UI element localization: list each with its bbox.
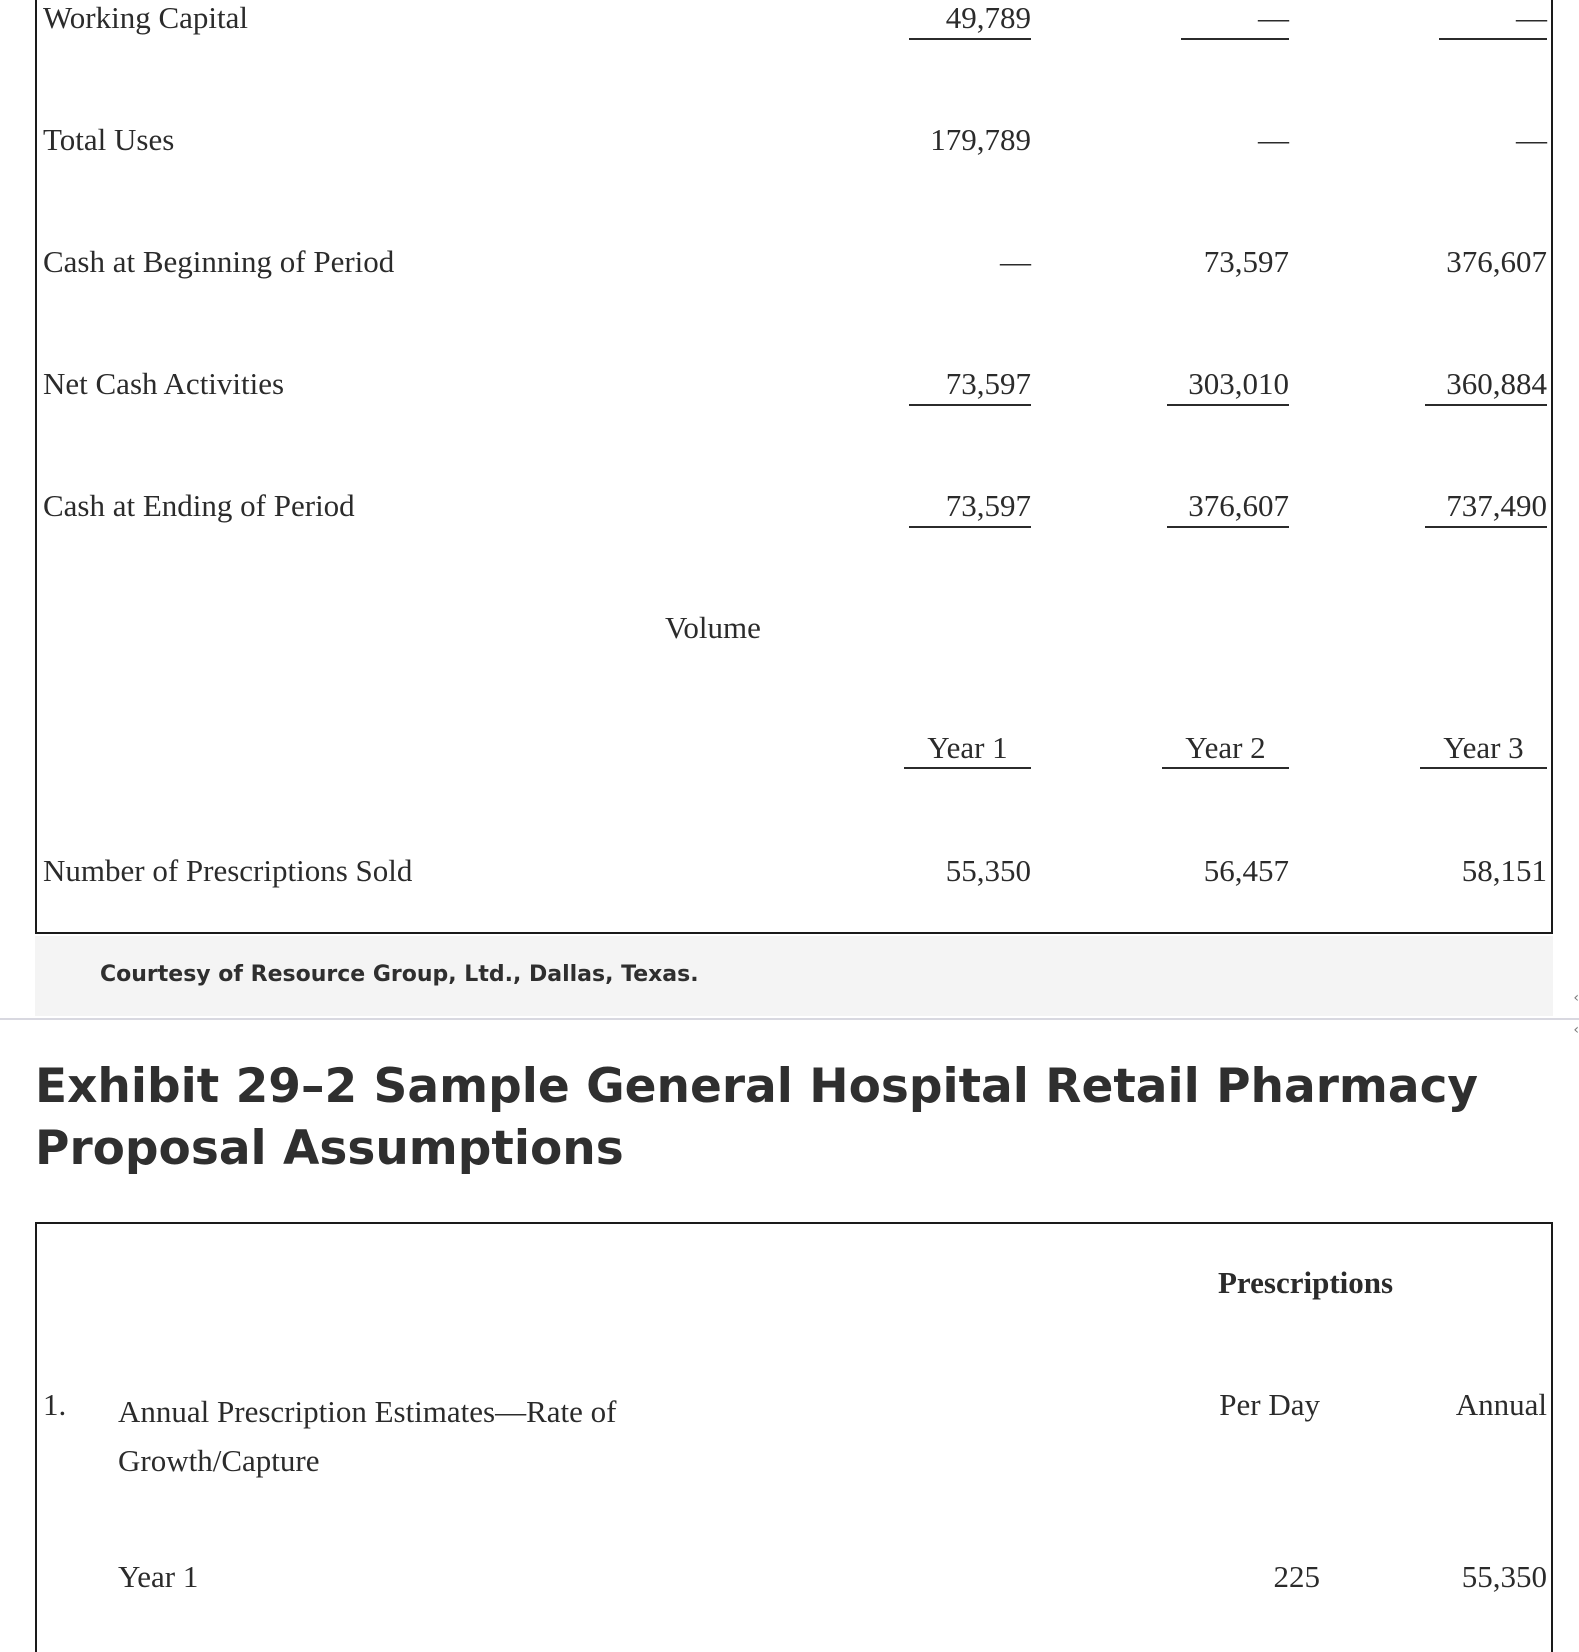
row-label-year-1: Year 1: [118, 1559, 199, 1594]
cash-beginning-year3: 376,607: [1446, 244, 1547, 279]
year-header-2: Year 2: [1162, 732, 1289, 769]
working-capital-year2: —: [1181, 0, 1289, 40]
volume-section-title: Volume: [665, 610, 761, 645]
per-day-year1: 225: [1273, 1559, 1320, 1594]
row-label-working-capital: Working Capital: [43, 0, 248, 35]
cash-beginning-year2: 73,597: [1203, 244, 1289, 279]
col-header-annual: Annual: [1455, 1387, 1547, 1422]
total-uses-year2: —: [1258, 122, 1289, 157]
prescriptions-sold-year3: 58,151: [1461, 853, 1547, 888]
prescriptions-group-header: Prescriptions: [1218, 1265, 1394, 1300]
annual-year1: 55,350: [1461, 1559, 1547, 1594]
row-label-cash-ending: Cash at Ending of Period: [43, 488, 355, 523]
total-uses-year3: —: [1516, 122, 1547, 157]
working-capital-year1: 49,789: [909, 0, 1031, 40]
exhibit-title: Exhibit 29–2 Sample General Hospital Retail Pharmacy Proposal Assumptions: [35, 1059, 1479, 1176]
row-label-prescriptions-sold: Number of Prescriptions Sold: [43, 853, 413, 888]
working-capital-year3: —: [1439, 0, 1547, 40]
row-label-cash-beginning: Cash at Beginning of Period: [43, 244, 395, 279]
cash-ending-year1: 73,597: [909, 488, 1031, 528]
table-caption: Courtesy of Resource Group, Ltd., Dallas, Texas.: [100, 962, 699, 987]
prescriptions-sold-year1: 55,350: [945, 853, 1031, 888]
cash-flow-table: [35, 0, 1553, 934]
net-cash-year3: 360,884: [1425, 366, 1547, 406]
net-cash-year1: 73,597: [909, 366, 1031, 406]
year-header-1: Year 1: [904, 732, 1031, 769]
edge-marker-icon: ‹: [1573, 990, 1579, 1006]
col-header-per-day: Per Day: [1219, 1387, 1320, 1422]
row-label-total-uses: Total Uses: [43, 122, 175, 157]
cash-beginning-year1: —: [1000, 244, 1031, 279]
row-label-net-cash: Net Cash Activities: [43, 366, 285, 401]
edge-marker-icon: ‹: [1573, 1022, 1579, 1038]
item-text: Annual Prescription Estimates—Rate of Growth/Capture: [118, 1394, 617, 1478]
total-uses-year1: 179,789: [930, 122, 1031, 157]
year-header-3: Year 3: [1420, 732, 1547, 769]
prescriptions-sold-year2: 56,457: [1203, 853, 1289, 888]
item-number: 1.: [43, 1387, 67, 1422]
net-cash-year2: 303,010: [1167, 366, 1289, 406]
cash-ending-year2: 376,607: [1167, 488, 1289, 528]
cash-ending-year3: 737,490: [1425, 488, 1547, 528]
page-divider: [0, 1018, 1579, 1020]
